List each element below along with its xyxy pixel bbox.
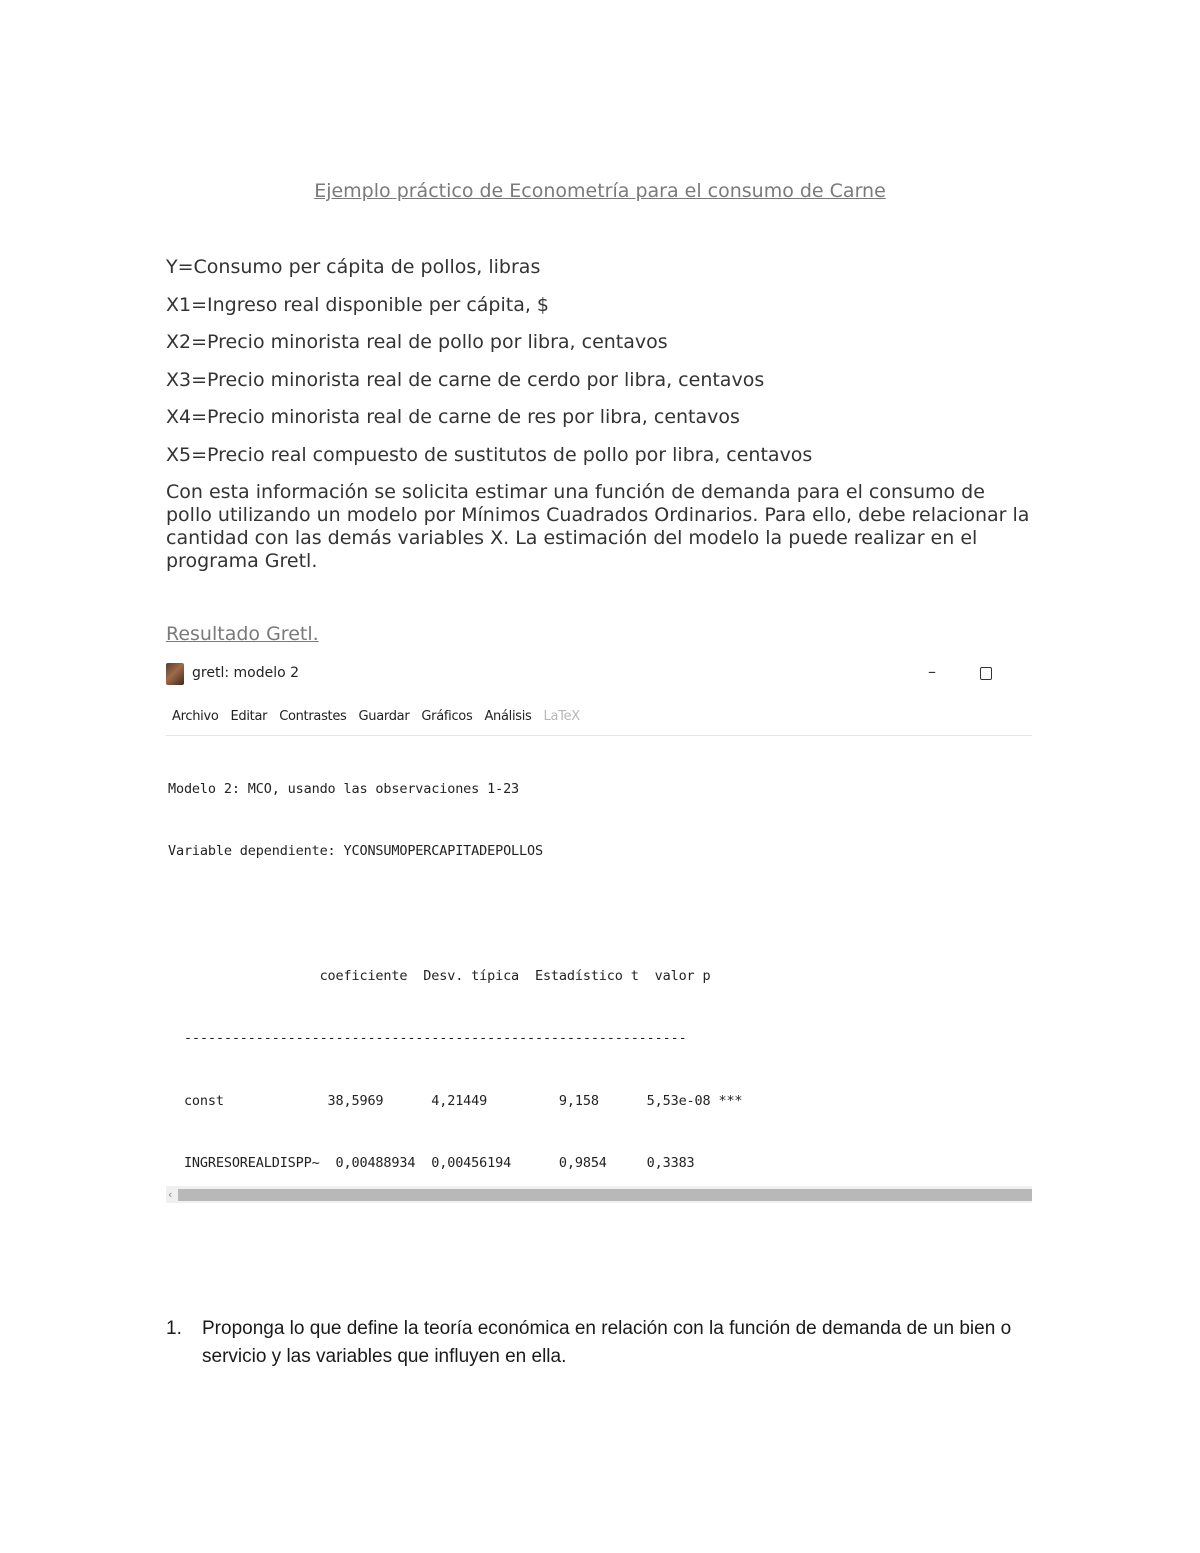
variable-x3: X3=Precio minorista real de carne de cerdo por libra, centavos (166, 368, 765, 391)
menu-graficos[interactable]: Gráficos (421, 709, 473, 724)
model-output (168, 737, 1032, 1203)
variable-x4: X4=Precio minorista real de carne de res por libra, centavos (166, 406, 740, 429)
output-line (168, 903, 1032, 924)
scrollbar-thumb[interactable] (178, 1189, 1032, 1201)
instructions-paragraph: Con esta información se solicita estimar una función de demanda para el consumo de pollo utilizando un modelo por Mínimos Cuadrados Ordinarios. Para ello, debe relacionar la cantidad con las demás variables X. La estimación del modelo la puede realizar en el programa Gretl. (166, 481, 1030, 572)
menu-contrastes[interactable]: Contrastes (279, 709, 347, 724)
table-row: INGRESOREALDISPP~ 0,00488934 0,00456194 0,9854 0,3383 (168, 1154, 695, 1171)
question-1 (166, 1315, 1036, 1371)
table-header: coeficiente Desv. típica Estadístico t valor p (168, 967, 711, 984)
document-title: Ejemplo práctico de Econometría para el consumo de Carne (314, 180, 886, 202)
variable-x2: X2=Precio minorista real de pollo por libra, centavos (166, 331, 668, 354)
variable-definitions (166, 254, 1046, 480)
horizontal-scrollbar[interactable] (166, 1186, 1032, 1203)
scroll-left-icon[interactable]: ‹ (168, 1188, 173, 1201)
variable-y: Y=Consumo per cápita de pollos, libras (166, 256, 541, 278)
table-row: const 38,5969 4,21449 9,158 5,53e-08 *** (168, 1092, 743, 1109)
window-titlebar (166, 661, 1032, 693)
output-line: Modelo 2: MCO, usando las observaciones 1-23 (168, 780, 520, 797)
menu-analisis[interactable]: Análisis (484, 709, 532, 724)
gretl-app-icon (166, 663, 184, 685)
menu-archivo[interactable]: Archivo (172, 709, 219, 724)
question-number: 1. (166, 1318, 182, 1339)
menu-latex: LaTeX (543, 709, 580, 724)
table-separator: --------------------------------------------------------------- (168, 1030, 687, 1047)
result-heading: Resultado Gretl. (166, 623, 319, 645)
question-text: Proponga lo que define la teoría económica en relación con la función de demanda de un bien o servicio y las variables que influyen en ella. (202, 1318, 1012, 1367)
output-line: Variable dependiente: YCONSUMOPERCAPITADEPOLLOS (168, 842, 543, 859)
variable-x1: X1=Ingreso real disponible per cápita, $ (166, 293, 550, 316)
maximize-icon[interactable] (980, 667, 992, 680)
variable-x5: X5=Precio real compuesto de sustitutos de pollo por libra, centavos (166, 443, 813, 466)
minimize-icon[interactable]: – (928, 662, 936, 681)
menu-guardar[interactable]: Guardar (358, 709, 410, 724)
gretl-window (166, 661, 1032, 1203)
window-title: gretl: modelo 2 (192, 665, 300, 681)
menu-editar[interactable]: Editar (230, 709, 268, 724)
menubar (166, 699, 1032, 736)
